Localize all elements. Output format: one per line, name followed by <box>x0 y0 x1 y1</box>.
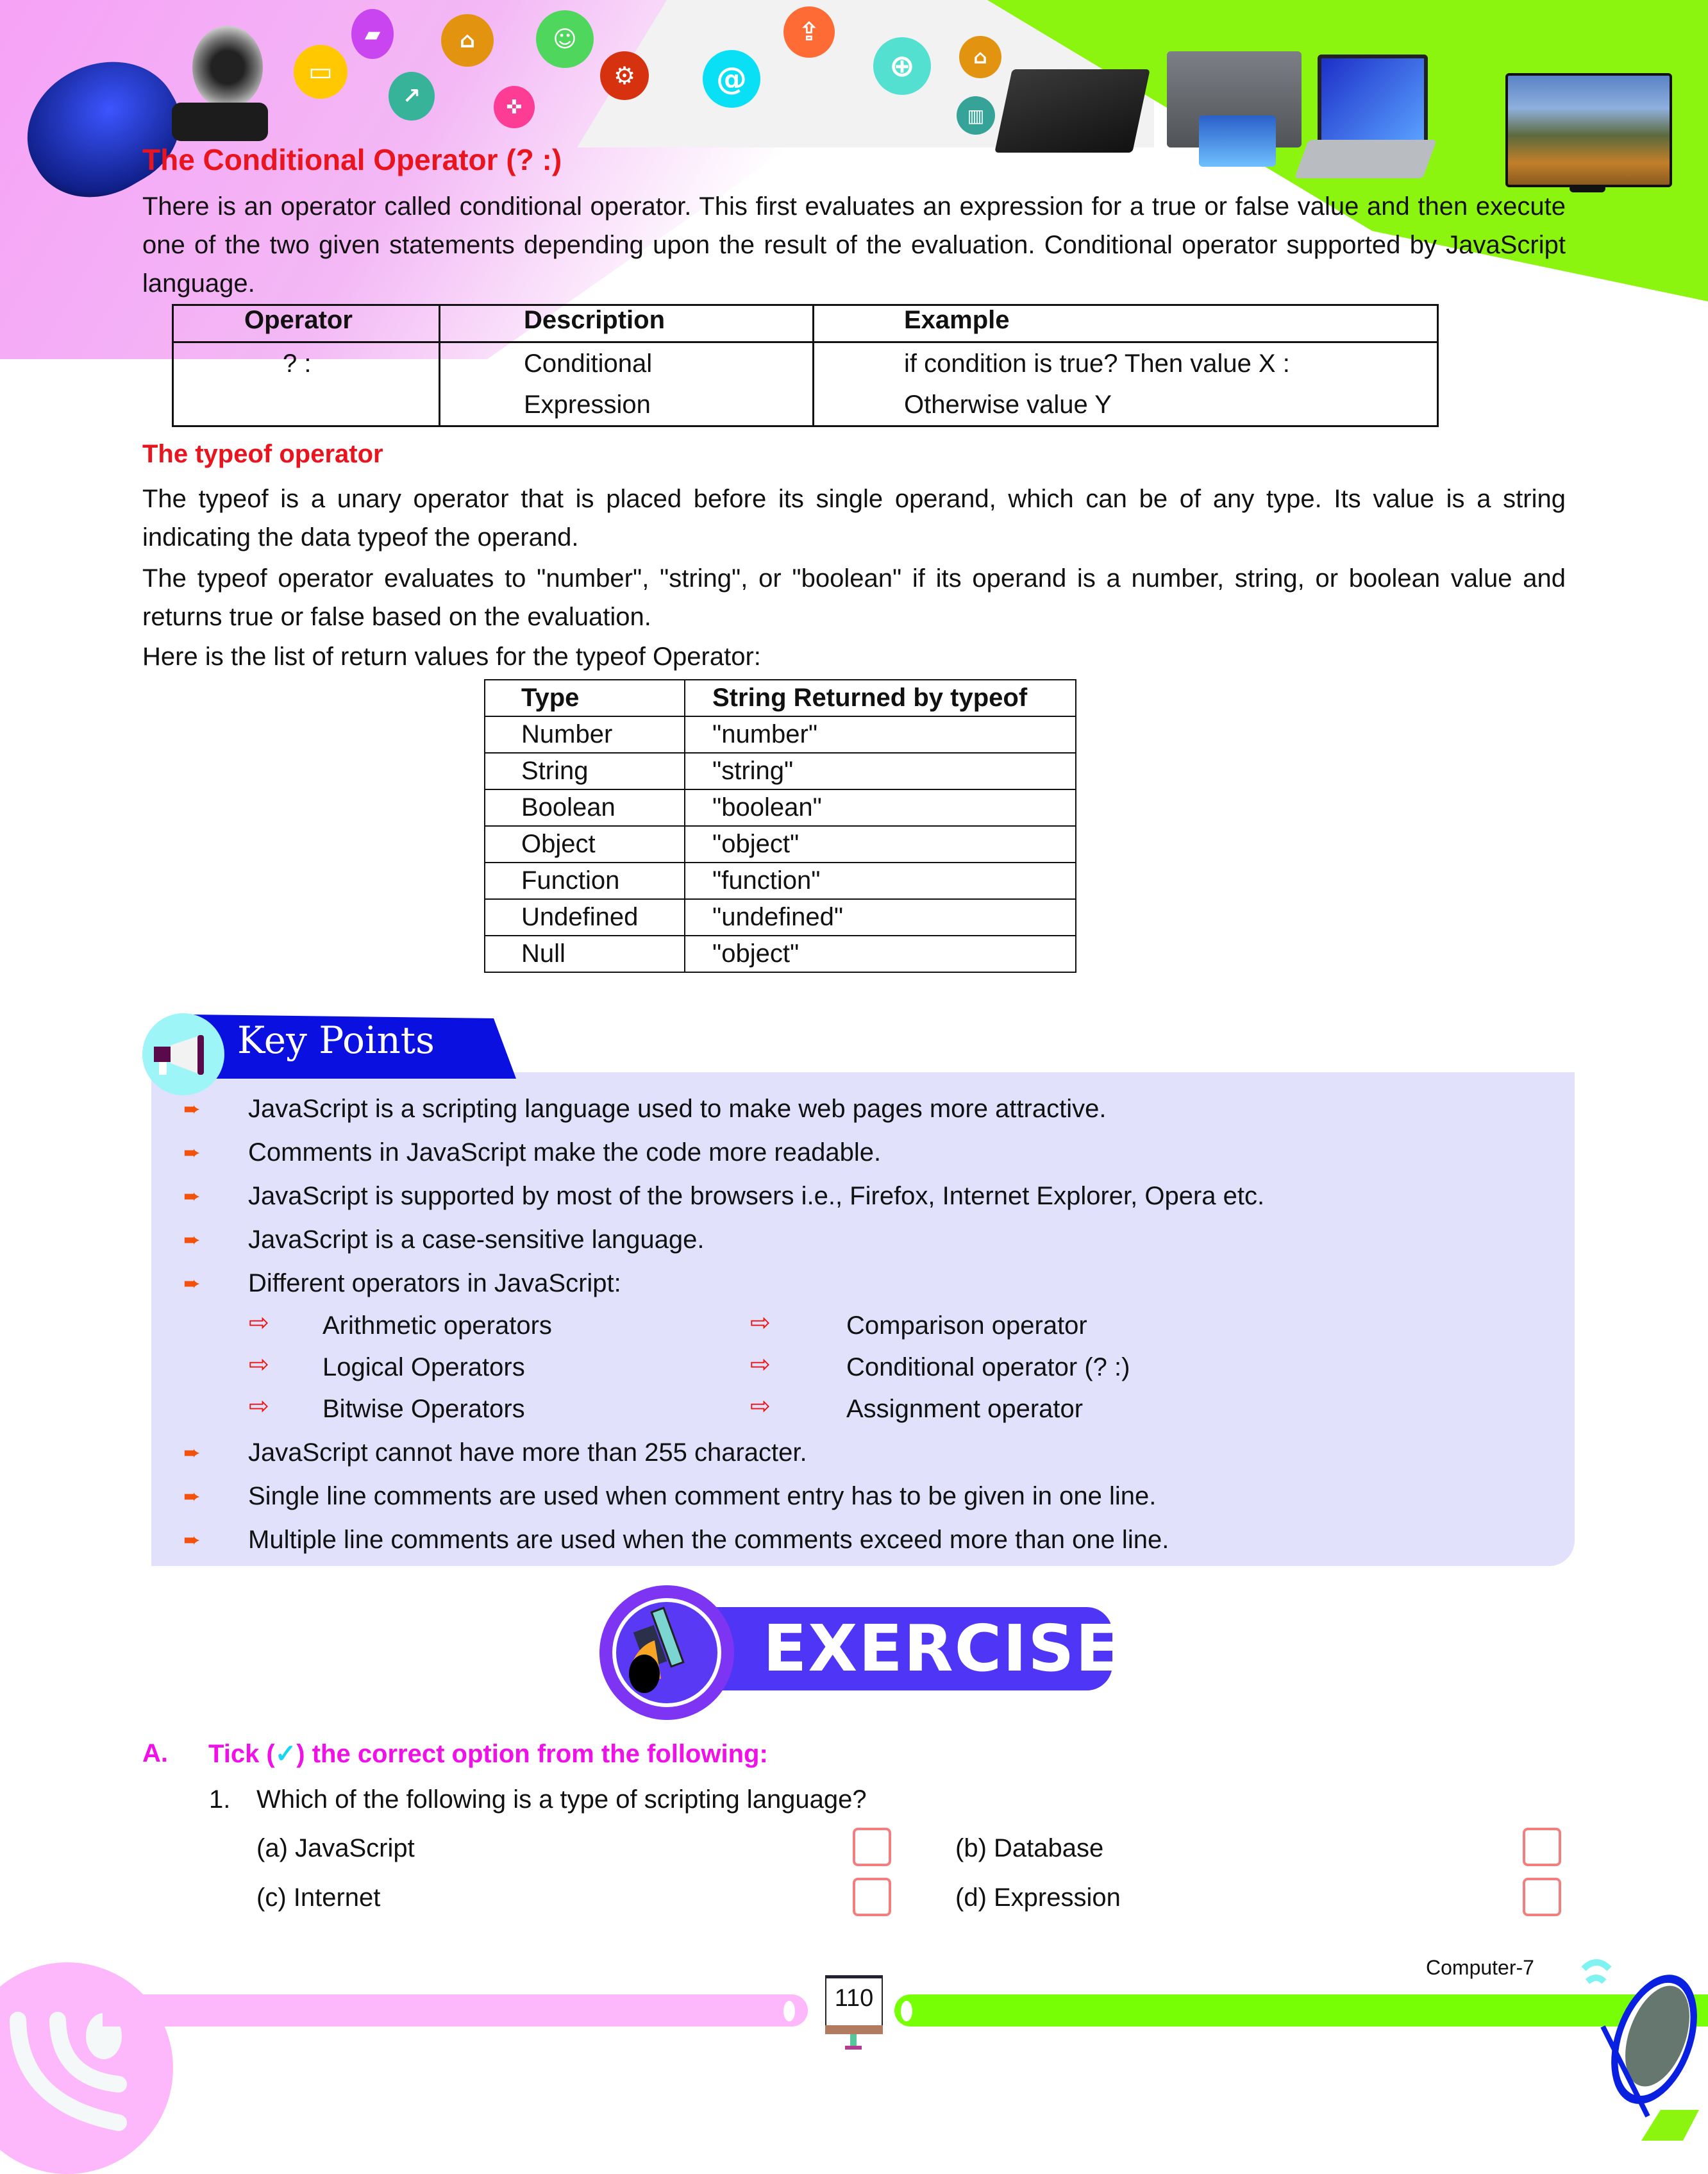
satellite-dish-icon <box>1564 1956 1708 2144</box>
table-header: Type <box>485 680 685 716</box>
monitor-image <box>1505 73 1672 187</box>
page-number: 110 <box>825 1975 883 2027</box>
exercise-title: EXERCISE <box>763 1611 1121 1686</box>
table-header: String Returned by typeof <box>685 680 1076 716</box>
footer-bar-hole <box>783 2001 795 2021</box>
bullet-arrow-icon: ➨ <box>183 1441 201 1464</box>
monitor-icon: ▭ <box>294 45 347 99</box>
gears-icon: ⚙ <box>600 51 649 100</box>
webcam-image <box>192 26 263 109</box>
table-header-row <box>485 680 1076 716</box>
type-cell: Function <box>485 863 685 899</box>
key-point-item: JavaScript is a case-sensitive language. <box>248 1226 705 1254</box>
section-instruction <box>208 1739 768 1769</box>
page-number-base <box>825 2025 883 2034</box>
hollow-arrow-icon: ⇨ <box>750 1351 771 1378</box>
person-at-computer-icon <box>612 1598 721 1707</box>
example-line: Otherwise value Y <box>904 391 1112 419</box>
bullet-arrow-icon: ➨ <box>183 1228 201 1251</box>
key-points-title: Key Points <box>237 1018 435 1062</box>
checkbox-option-c[interactable] <box>853 1878 891 1916</box>
returned-cell: "string" <box>685 753 1076 789</box>
operator-type-item: Conditional operator (? :) <box>846 1353 1130 1381</box>
returned-cell: "number" <box>685 716 1076 753</box>
table-row <box>485 753 1076 789</box>
returned-cell: "object" <box>685 936 1076 972</box>
type-cell: Object <box>485 826 685 863</box>
conditional-paragraph: There is an operator called conditional operator. This first evaluates an expression for a true or false value and then execute one of the two given statements depending upon the result of the evaluation. Conditional operator supported by JavaScript language. <box>142 192 1566 298</box>
operator-type-item: Arithmetic operators <box>322 1311 552 1340</box>
table-row <box>485 716 1076 753</box>
section-title-typeof: The typeof operator <box>142 440 383 468</box>
scanner-image <box>994 69 1150 153</box>
checkbox-option-a[interactable] <box>853 1828 891 1866</box>
table-header: Example <box>814 305 1438 342</box>
returned-cell: "undefined" <box>685 899 1076 936</box>
option-a: (a) JavaScript <box>256 1834 415 1862</box>
footer-pink-bar <box>103 1994 808 2027</box>
operator-cell: ? : <box>173 342 440 426</box>
type-cell: Number <box>485 716 685 753</box>
mouse-icon: ⌂ <box>959 36 1001 78</box>
section-letter: A. <box>142 1739 168 1767</box>
hollow-arrow-icon: ⇨ <box>750 1310 771 1336</box>
page-number-stand <box>850 2034 857 2047</box>
webcam-base <box>172 103 268 141</box>
type-cell: String <box>485 753 685 789</box>
mouse-icon: ⌂ <box>441 14 494 67</box>
table-row <box>485 899 1076 936</box>
hollow-arrow-icon: ⇨ <box>249 1351 269 1378</box>
type-cell: Null <box>485 936 685 972</box>
returned-cell: "function" <box>685 863 1076 899</box>
question-text: Which of the following is a type of scripting language? <box>256 1785 867 1814</box>
tick-icon: ✓ <box>274 1740 297 1768</box>
gamepad-icon: ✜ <box>494 86 535 128</box>
people-network-icon: ☺ <box>536 10 594 68</box>
section-title-conditional: The Conditional Operator (? :) <box>142 143 562 176</box>
checkbox-option-b[interactable] <box>1523 1828 1561 1866</box>
conditional-operator-table <box>172 304 1439 427</box>
book-title: Computer-7 <box>1426 1956 1534 1979</box>
key-point-item: Different operators in JavaScript: <box>248 1269 621 1297</box>
page-number-foot <box>845 2046 862 2050</box>
table-row <box>173 342 1438 426</box>
key-point-item: JavaScript is supported by most of the browsers i.e., Firefox, Internet Explorer, Opera etc. <box>248 1182 1265 1210</box>
returned-cell: "boolean" <box>685 789 1076 826</box>
at-sign-icon: @ <box>703 50 760 108</box>
bar-chart-icon: ▥ <box>957 96 995 135</box>
key-point-item: JavaScript cannot have more than 255 character. <box>248 1438 807 1467</box>
option-c: (c) Internet <box>256 1883 381 1912</box>
bullet-arrow-icon: ➨ <box>183 1141 201 1164</box>
example-cell <box>814 342 1438 426</box>
key-point-item: Single line comments are used when comment entry has to be given in one line. <box>248 1482 1157 1510</box>
footer-bar-hole <box>901 2001 912 2021</box>
bullet-arrow-icon: ➨ <box>183 1097 201 1120</box>
folder-icon: ▰ <box>351 9 394 59</box>
typeof-paragraph-2: The typeof operator evaluates to "number", "string", or "boolean" if its operand is a number, string, or boolean value and returns true or false based on the evaluation. <box>142 564 1566 631</box>
bullet-arrow-icon: ➨ <box>183 1184 201 1208</box>
printed-photo <box>1199 115 1276 167</box>
laptop-keyboard <box>1294 140 1437 178</box>
typeof-paragraph-1: The typeof is a unary operator that is placed before its single operand, which can be of any type. Its value is a string indicating the data typeof the operand. <box>142 485 1566 552</box>
monitor-stand <box>1570 185 1605 192</box>
operator-type-item: Comparison operator <box>846 1311 1087 1340</box>
example-line: if condition is true? Then value X : <box>904 350 1290 378</box>
table-header: Description <box>440 305 814 342</box>
table-header: Operator <box>173 305 440 342</box>
type-cell: Undefined <box>485 899 685 936</box>
question-number: 1. <box>209 1785 231 1814</box>
globe-icon: ⊕ <box>873 37 931 95</box>
table-row <box>485 789 1076 826</box>
hollow-arrow-icon: ⇨ <box>249 1310 269 1336</box>
key-point-item: Multiple line comments are used when the comments exceed more than one line. <box>248 1526 1169 1554</box>
instruction-text: Tick ( <box>208 1740 275 1768</box>
type-cell: Boolean <box>485 789 685 826</box>
upload-icon: ⇪ <box>783 6 835 58</box>
checkbox-option-d[interactable] <box>1523 1878 1561 1916</box>
operator-type-item: Bitwise Operators <box>322 1395 525 1423</box>
bullet-arrow-icon: ➨ <box>183 1528 201 1551</box>
table-row <box>485 826 1076 863</box>
description-cell <box>440 342 814 426</box>
option-d: (d) Expression <box>955 1883 1121 1912</box>
hollow-arrow-icon: ⇨ <box>249 1393 269 1420</box>
hollow-arrow-icon: ⇨ <box>750 1393 771 1420</box>
operator-type-item: Assignment operator <box>846 1395 1084 1423</box>
table-row <box>485 936 1076 972</box>
megaphone-icon <box>151 1032 209 1077</box>
table-row <box>485 863 1076 899</box>
bullet-arrow-icon: ➨ <box>183 1485 201 1508</box>
chart-growth-icon: ↗ <box>389 72 435 121</box>
laptop-image <box>1318 55 1428 146</box>
bullet-arrow-icon: ➨ <box>183 1272 201 1295</box>
returned-cell: "object" <box>685 826 1076 863</box>
key-point-item: JavaScript is a scripting language used to make web pages more attractive. <box>248 1095 1107 1123</box>
description-line: Expression <box>524 391 651 419</box>
typeof-paragraph-3: Here is the list of return values for the typeof Operator: <box>142 643 761 671</box>
typeof-table <box>484 679 1076 973</box>
description-line: Conditional <box>524 350 653 378</box>
option-b: (b) Database <box>955 1834 1104 1862</box>
wifi-signal-icon <box>6 2007 135 2139</box>
instruction-text: ) the correct option from the following: <box>296 1740 768 1768</box>
key-point-item: Comments in JavaScript make the code more readable. <box>248 1138 882 1167</box>
operator-type-item: Logical Operators <box>322 1353 525 1381</box>
